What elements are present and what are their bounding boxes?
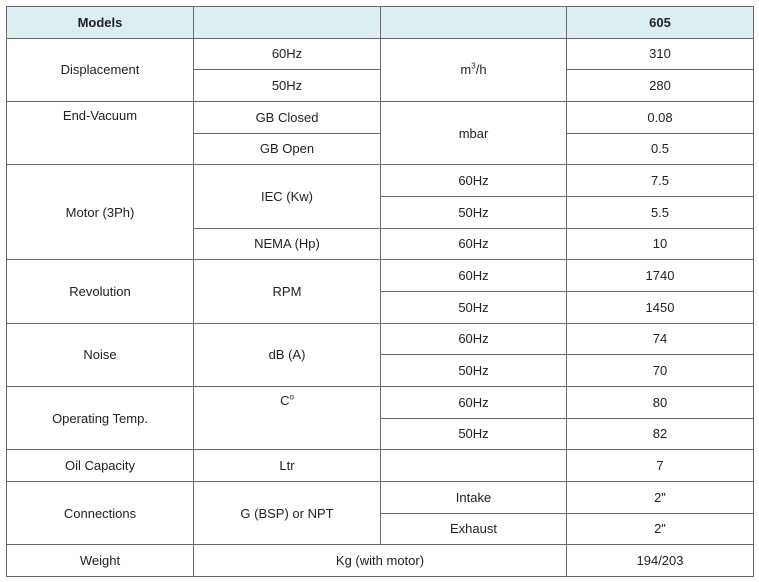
oil-capacity-blank-cell (381, 450, 567, 482)
nema-label: NEMA (Hp) (194, 228, 381, 260)
intake-value: 2" (567, 481, 754, 513)
gb-closed-label: GB Closed (194, 101, 381, 133)
iec-value-60: 7.5 (567, 165, 754, 197)
weight-label: Weight (7, 545, 194, 577)
oil-capacity-value: 7 (567, 450, 754, 482)
table-row (7, 545, 754, 577)
nema-value-60: 10 (567, 228, 754, 260)
displacement-label: Displacement (7, 38, 194, 101)
noise-value-60: 74 (567, 323, 754, 355)
displacement-freq-50: 50Hz (194, 70, 381, 102)
table-row (7, 323, 754, 355)
table-row (7, 450, 754, 482)
header-row (7, 7, 754, 39)
end-vacuum-label: End-Vacuum (7, 101, 194, 164)
iec-freq-50: 50Hz (381, 196, 567, 228)
iec-value-50: 5.5 (567, 196, 754, 228)
table-row (7, 38, 754, 70)
models-header: Models (7, 7, 194, 39)
operating-temp-value-50: 82 (567, 418, 754, 450)
header-blank-cell (381, 7, 567, 39)
model-605-header: 605 (567, 7, 754, 39)
revolution-label: Revolution (7, 260, 194, 323)
motor-label: Motor (3Ph) (7, 165, 194, 260)
end-vacuum-unit: mbar (381, 101, 567, 164)
displacement-value-60: 310 (567, 38, 754, 70)
displacement-value-50: 280 (567, 70, 754, 102)
connections-unit: G (BSP) or NPT (194, 481, 381, 544)
noise-value-50: 70 (567, 355, 754, 387)
iec-freq-60: 60Hz (381, 165, 567, 197)
weight-value: 194/203 (567, 545, 754, 577)
noise-unit: dB (A) (194, 323, 381, 386)
nema-freq-60: 60Hz (381, 228, 567, 260)
gb-closed-value: 0.08 (567, 101, 754, 133)
weight-unit: Kg (with motor) (194, 545, 567, 577)
operating-temp-freq-50: 50Hz (381, 418, 567, 450)
operating-temp-value-60: 80 (567, 386, 754, 418)
displacement-freq-60: 60Hz (194, 38, 381, 70)
gb-open-value: 0.5 (567, 133, 754, 165)
revolution-freq-50: 50Hz (381, 291, 567, 323)
gb-open-label: GB Open (194, 133, 381, 165)
noise-freq-60: 60Hz (381, 323, 567, 355)
table-row (7, 260, 754, 292)
revolution-freq-60: 60Hz (381, 260, 567, 292)
table-row (7, 481, 754, 513)
revolution-unit: RPM (194, 260, 381, 323)
header-blank-cell (194, 7, 381, 39)
noise-freq-50: 50Hz (381, 355, 567, 387)
operating-temp-freq-60: 60Hz (381, 386, 567, 418)
oil-capacity-label: Oil Capacity (7, 450, 194, 482)
operating-temp-unit: $C^o$ (194, 386, 381, 449)
revolution-value-50: 1450 (567, 291, 754, 323)
noise-label: Noise (7, 323, 194, 386)
exhaust-value: 2" (567, 513, 754, 545)
operating-temp-label: Operating Temp. (7, 386, 194, 449)
iec-label: IEC (Kw) (194, 165, 381, 228)
table-row (7, 165, 754, 197)
oil-capacity-unit: Ltr (194, 450, 381, 482)
table-row (7, 101, 754, 133)
exhaust-label: Exhaust (381, 513, 567, 545)
intake-label: Intake (381, 481, 567, 513)
table-row (7, 386, 754, 418)
connections-label: Connections (7, 481, 194, 544)
revolution-value-60: 1740 (567, 260, 754, 292)
displacement-unit: $m^3/h$ (381, 38, 567, 101)
specifications-table (6, 6, 754, 577)
